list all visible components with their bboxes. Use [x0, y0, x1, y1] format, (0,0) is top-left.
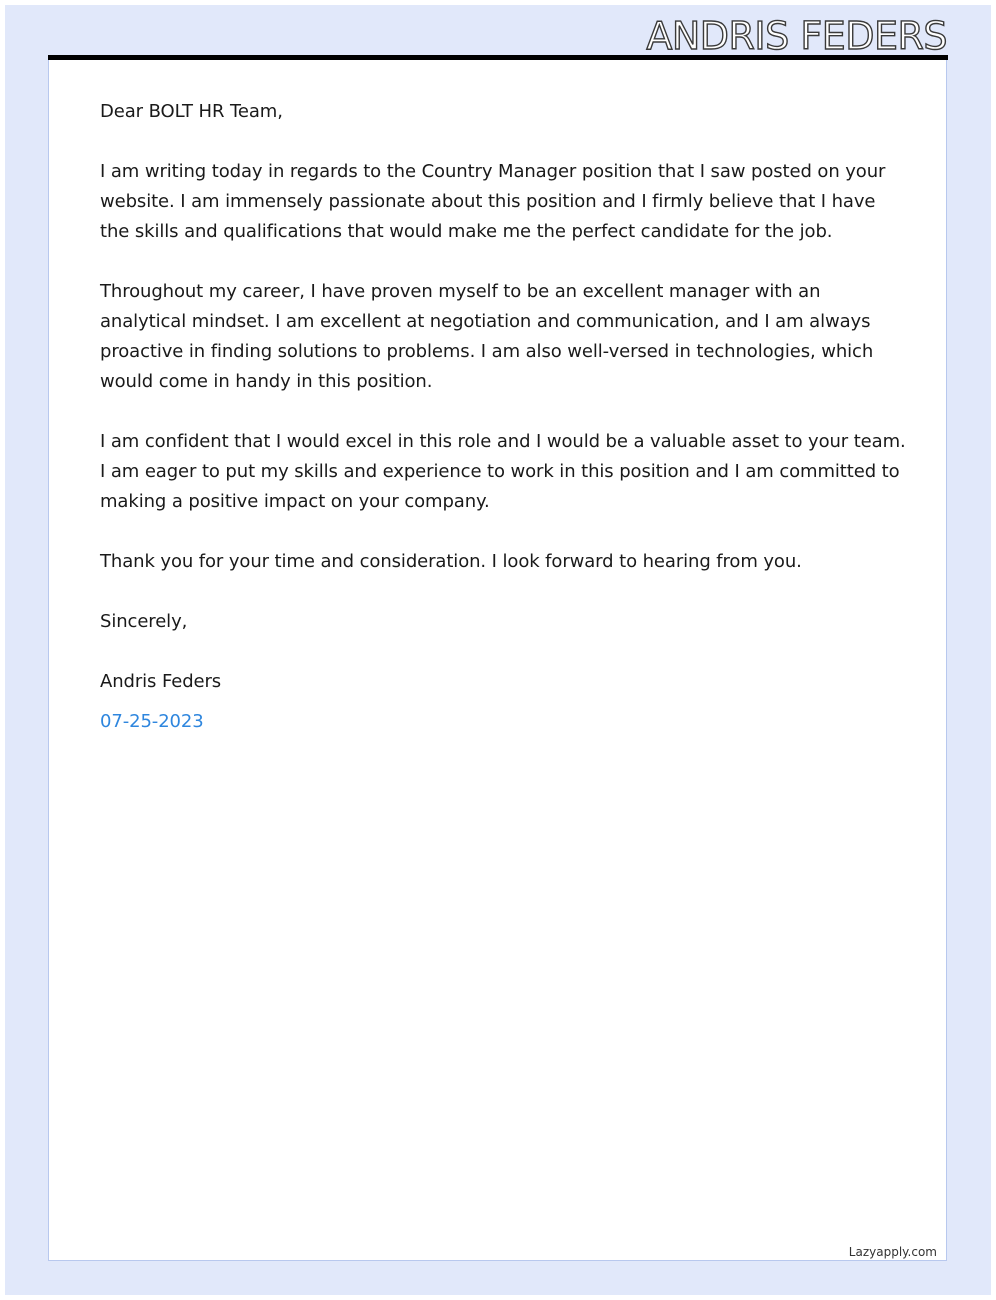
salutation: Dear BOLT HR Team, — [100, 101, 283, 122]
closing: Sincerely, — [100, 611, 188, 632]
footer-credit: Lazyapply.com — [848, 1245, 937, 1259]
signature-name: Andris Feders — [100, 671, 222, 692]
letter-paragraph: Throughout my career, I have proven myself to be an excellent manager with an analytical mindset. I am excellent at negotiation and communication, and I am always proactive in finding solutions to problems. I am also well-versed in technologies, which would come in handy in this position. — [100, 281, 874, 392]
letter-paragraph: Thank you for your time and consideration. I look forward to hearing from you. — [100, 551, 802, 572]
letter-paragraph: I am confident that I would excel in this role and I would be a valuable asset to your team. I am eager to put my skills and experience to work in this position and I am committed to making a positive impact on your company. — [100, 431, 906, 512]
letter-date: 07-25-2023 — [100, 711, 204, 732]
letter-paragraph: I am writing today in regards to the Country Manager position that I saw posted on your website. I am immensely passionate about this position and I firmly believe that I have the skills and qualifications that would make me the perfect candidate for the job. — [100, 161, 886, 242]
applicant-name-heading: ANDRIS FEDERS — [646, 14, 947, 58]
letter-body — [100, 97, 910, 767]
